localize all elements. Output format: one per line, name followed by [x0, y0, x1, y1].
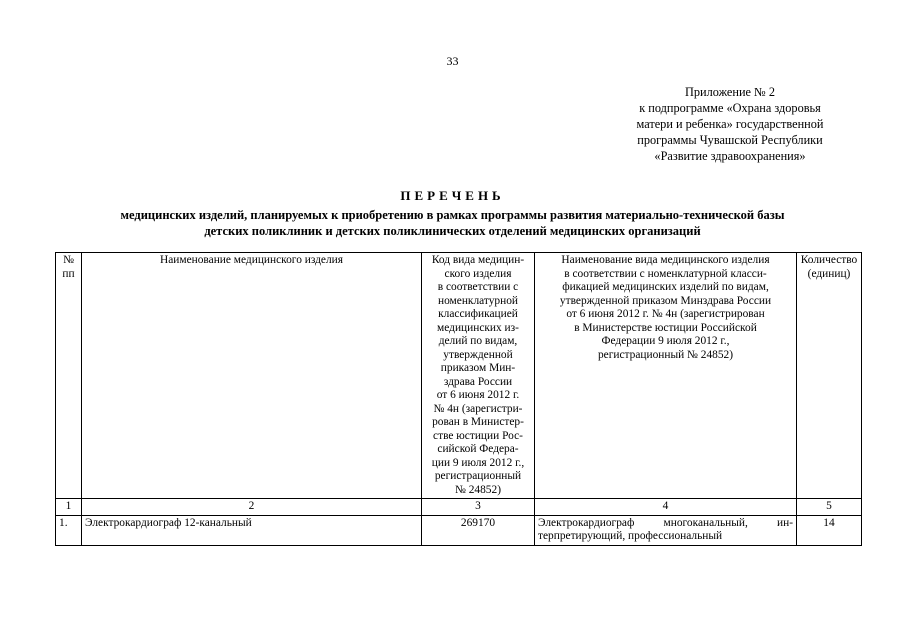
appendix-line: программы Чувашской Республики [637, 133, 823, 147]
appendix-line: «Развитие здравоохранения» [654, 149, 806, 163]
header-type: Наименование вида медицинского изделия в соответствии с номенклатурной класси- фикацией медицинских изделий по видам, утвержденной приказом Минздрава России от 6 июня 2012 г. № 4н (зарегистрирован в Министерстве юстиции Российской Федерации 9 июля 2012 г., регистрационный № 24852) [535, 253, 797, 499]
table-header-row [56, 253, 862, 499]
equipment-table [55, 252, 862, 546]
row-name: Электрокардиограф 12-канальный [82, 515, 422, 545]
header-qty: Количество (единиц) [797, 253, 862, 499]
document-subtitle [60, 207, 845, 239]
appendix-line: матери и ребенка» государственной [636, 117, 824, 131]
row-type: Электрокардиограф многоканальный, ин- терпретирующий, профессиональный [535, 515, 797, 545]
column-number: 4 [535, 499, 797, 516]
header-name: Наименование медицинского изделия [82, 253, 422, 499]
document-title: ПЕРЕЧЕНЬ [400, 188, 505, 203]
page-number: 33 [446, 54, 459, 68]
appendix-block [610, 84, 850, 164]
appendix-line: к подпрограмме «Охрана здоровья [639, 101, 821, 115]
table-row [56, 515, 862, 545]
column-number-row [56, 499, 862, 516]
subtitle-line: медицинских изделий, планируемых к приобретению в рамках программы развития материально-технической базы [120, 208, 785, 222]
row-number: 1. [56, 515, 82, 545]
appendix-line: Приложение № 2 [684, 85, 776, 99]
column-number: 1 [56, 499, 82, 516]
column-number: 5 [797, 499, 862, 516]
column-number: 2 [82, 499, 422, 516]
header-num: № пп [56, 253, 82, 499]
subtitle-line: детских поликлиник и детских поликлинических отделений медицинских организаций [204, 224, 701, 238]
header-code: Код вида медицин- ского изделия в соответствии с номенклатурной классификацией медицинских из- делий по видам, утвержденной приказом Мин- здрава России от 6 июня 2012 г. № 4н (зарегистри- рован в Министер- стве юстиции Рос- сийской Федера- ции 9 июля 2012 г., регистрационный № 24852) [422, 253, 535, 499]
row-qty: 14 [797, 515, 862, 545]
column-number: 3 [422, 499, 535, 516]
row-code: 269170 [422, 515, 535, 545]
